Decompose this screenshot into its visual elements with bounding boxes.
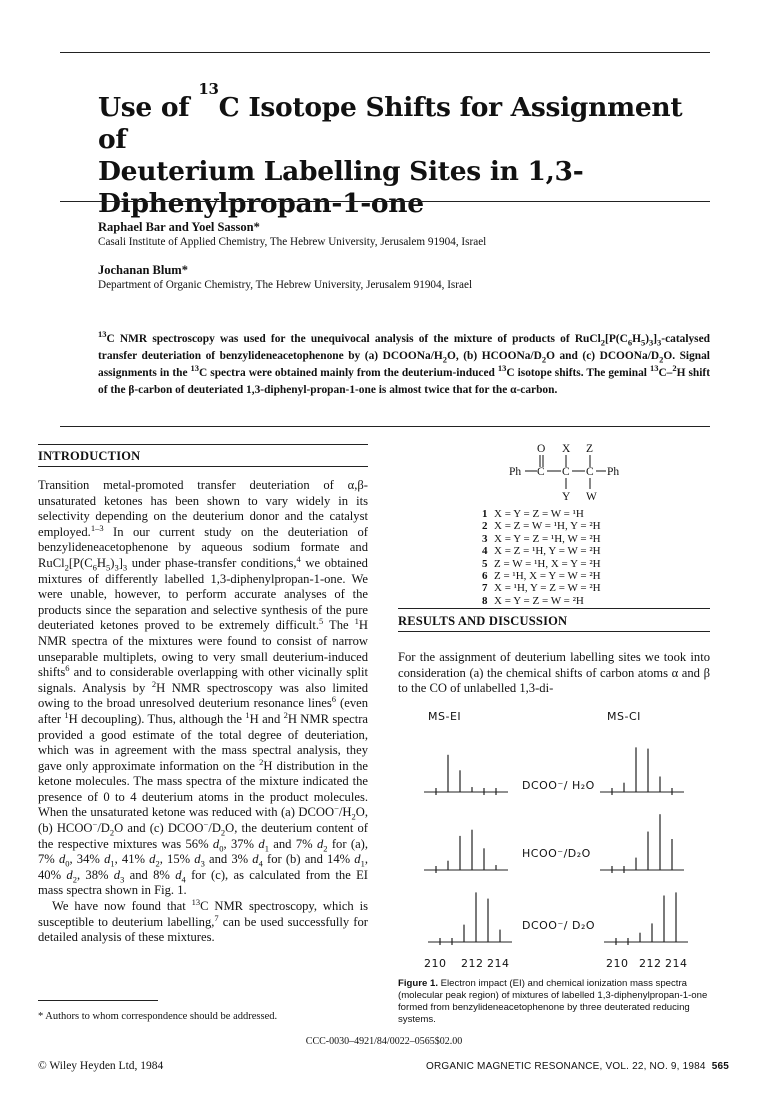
compound-item: 2 X = Z = W = ¹H, Y = ²H bbox=[482, 520, 601, 533]
row-label: DCOO⁻/ H₂O bbox=[522, 779, 595, 792]
author-line: Raphael Bar and Yoel Sasson* bbox=[98, 220, 260, 234]
article-title: Use of $^{13}$C Isotope Shifts for Assignment of Deuterium Labelling Sites in 1,3- Diphenylpropan-1-one bbox=[98, 80, 683, 219]
compound-item: 7 X = ¹H, Y = Z = W = ²H bbox=[482, 582, 601, 595]
paragraph: For the assignment of deuterium labelling sites we took into consideration (a) the chemical shifts of carbon atoms α and β to the CO of unlabelled 1,3-di- bbox=[398, 650, 710, 696]
compound-item: 3 X = Y = Z = ¹H, W = ²H bbox=[482, 532, 601, 545]
tick-label: 212 bbox=[461, 957, 484, 970]
atom-label: O bbox=[537, 443, 546, 455]
compound-item: 5 Z = W = ¹H, X = Y = ²H bbox=[482, 557, 601, 570]
affiliation: Casali Institute of Applied Chemistry, The Hebrew University, Jerusalem 91904, Israel bbox=[98, 236, 487, 248]
compound-item: 1 X = Y = Z = W = ¹H bbox=[482, 508, 584, 520]
atom-label: X bbox=[562, 443, 571, 455]
page-number: 565 bbox=[711, 1061, 729, 1072]
section-heading-introduction: INTRODUCTION bbox=[38, 449, 141, 463]
publisher-line: © Wiley Heyden Ltd, 1984 bbox=[38, 1060, 164, 1072]
row-label: HCOO⁻/D₂O bbox=[522, 847, 591, 860]
atom-label: W bbox=[586, 491, 597, 503]
paragraph: We have now found that $^{13}$C NMR spectroscopy, which is susceptible to deuterium labelling,$^7$ can be used successfully for detailed analysis of these mixtures. bbox=[38, 896, 368, 945]
ms-ei-label: MS-EI bbox=[428, 710, 462, 723]
tick-label: 210 bbox=[424, 957, 447, 970]
tick-label: 212 bbox=[639, 957, 662, 970]
tick-label: 210 bbox=[606, 957, 629, 970]
journal-line: ORGANIC MAGNETIC RESONANCE, VOL. 22, NO. 9, 1984 565 bbox=[426, 1061, 729, 1072]
row-label: DCOO⁻/ D₂O bbox=[522, 919, 596, 932]
abstract: $^{13}$C NMR spectroscopy was used for the unequivocal analysis of the mixture of products of $RuCl_2[P(C_6H_5)_3]_3$-catalysed transfer deuteriation of benzylideneacetophenone by (a) DCOONa/$H_2O$, (b) HCOONa/$D_2O$ and (c) DCOONa/$D_2O$. Signal assignments in the $^{13}$C spectra were obtained mainly from the deuterium-induced $^{13}$C isotope shifts. The geminal $^{13}$C–$^2$H shift of the β-carbon of deuteriated 1,3-diphenyl-propan-1-one is almost twice that for the α-carbon. bbox=[98, 329, 711, 396]
ms-ci-label: MS-CI bbox=[607, 710, 641, 723]
atom-label: C bbox=[537, 466, 545, 478]
copyright-code: CCC-0030–4921/84/0022–0565$02.00 bbox=[305, 1036, 463, 1047]
atom-label: Z bbox=[586, 443, 594, 455]
atom-label: Ph bbox=[509, 466, 522, 478]
compound-item: 8 X = Y = Z = W = ²H bbox=[482, 594, 584, 607]
paragraph: Transition metal-promoted transfer deuteriation of α,β-unsaturated ketones has been shown to vary widely in its selectivity depending on the deuterium donor and the catalyst employed.$^{1-3}$ In our current study on the deuteriation of benzylideneacetophenone by aqueous sodium formate and $RuCl_2[P(C_6H_5)_3]_3$ under phase-transfer conditions,$^4$ we obtained mixtures of differently labelled 1,3-diphenylpropan-1-one. We were unable, however, to perform accurate analyses of the products since the separation and selective synthesis of the pure deuteriated ketones proved to be extremely difficult.$^5$ The $^1$H NMR spectra of the mixtures were found to consist of narrow unseparable multiplets, owing to very small deuterium-induced shifts$^6$ and to considerable overlapping with other vicinally split signals. Analysis by $^2$H NMR spectroscopy was also limited owing to the broad unresolved deuterium resonance lines$^6$ (even after $^1$H decoupling). Thus, although the $^1$H and $^2$H NMR spectra provided a good estimate of the total degree of deuteriation, which was in agreement with the mass spectral analysis, they gave only approximate information on the $^2$H distribution in the ketone molecules. The mass spectra of the mixture indicated the presence of 0 to 4 deuterium atoms in the product molecules. When the unsaturated ketone was reduced with (a) $DCOO^-/H_2O$, (b) $HCOO^-/D_2O$ and (c) $DCOO^-/D_2O$, the deuterium content of the respective mixtures was 56% $d_0$, 37% $d_1$ and 7% $d_2$ for (a), 7% $d_0$, 34% $d_1$, 41% $d_2$, 15% $d_3$ and 3% $d_4$ for (b) and 14% $d_1$, 40% $d_2$, 38% $d_3$ and 8% $d_4$ for (c), as calculated from the EI mass spectra shown in Fig. 1. bbox=[38, 478, 369, 898]
figure-caption: Figure 1. Electron impact (EI) and chemical ionization mass spectra (molecular peak region) of mixtures of labelled 1,3-diphenylpropan-1-one formed from benzylideneacetophenone by three deuterated reducing systems. bbox=[398, 978, 708, 1025]
footnote: * Authors to whom correspondence should be addressed. bbox=[38, 1011, 278, 1022]
atom-label: C bbox=[586, 466, 594, 478]
section-heading-results: RESULTS AND DISCUSSION bbox=[398, 614, 568, 628]
atom-label: C bbox=[562, 466, 570, 478]
author-line: Jochanan Blum* bbox=[98, 263, 188, 277]
atom-label: Ph bbox=[607, 466, 620, 478]
compound-item: 6 Z = ¹H, X = Y = W = ²H bbox=[482, 570, 601, 583]
tick-label: 214 bbox=[665, 957, 688, 970]
tick-label: 214 bbox=[487, 957, 510, 970]
affiliation: Department of Organic Chemistry, The Hebrew University, Jerusalem 91904, Israel bbox=[98, 279, 473, 291]
atom-label: Y bbox=[562, 491, 571, 503]
compound-item: 4 X = Z = ¹H, Y = W = ²H bbox=[482, 545, 601, 558]
